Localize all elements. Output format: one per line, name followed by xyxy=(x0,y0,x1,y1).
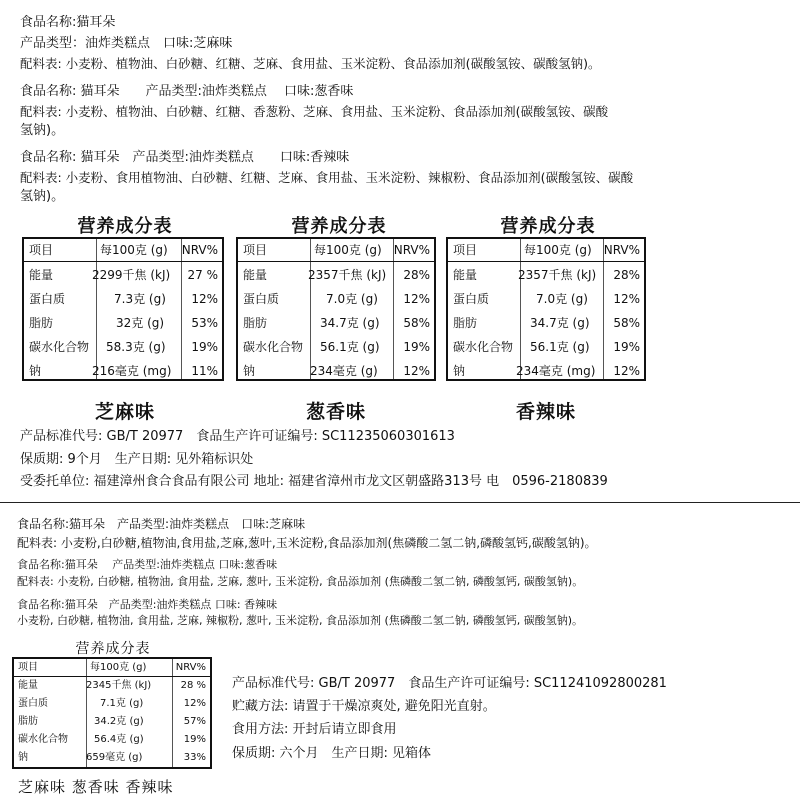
ingredients-line: 配料表: 小麦粉,白砂糖,植物油,食用盐,芝麻,葱叶,玉米淀粉,食品添加剂(焦磷酸二氢二钠,磷酸氢钙,碳酸氢钠)。 xyxy=(17,536,597,550)
product-name-line: 食品名称:猫耳朵 产品类型:油炸类糕点 口味:芝麻味 xyxy=(17,517,306,531)
row-label: 能量 xyxy=(18,680,38,691)
row-nrv: 58% xyxy=(613,316,640,330)
row-nrv: 12% xyxy=(403,364,430,378)
row-nrv: 12% xyxy=(403,292,430,306)
table-row xyxy=(24,263,222,287)
product-type-line: 产品类型：油炸类糕点 口味:芝麻味 xyxy=(20,36,233,51)
header-item: 项目 xyxy=(453,243,478,257)
table-row xyxy=(14,713,210,731)
table-header-row xyxy=(14,659,210,677)
flavor-label: 香辣味 xyxy=(515,401,576,423)
table-row xyxy=(238,287,434,311)
header-item: 项目 xyxy=(29,243,54,257)
row-label: 碳水化合物 xyxy=(453,340,514,354)
header-item: 项目 xyxy=(18,662,38,673)
row-label: 能量 xyxy=(453,268,478,282)
header-per100g: 每100克 (g) xyxy=(90,662,147,673)
nutrition-table-bottom xyxy=(12,657,212,769)
table-header-row xyxy=(448,239,644,262)
header-per100g: 每100克 (g) xyxy=(100,243,168,257)
table-header-row xyxy=(238,239,434,262)
nutrition-table-title: 营养成分表 xyxy=(291,216,387,237)
table-header-row xyxy=(24,239,222,262)
table-row xyxy=(14,695,210,713)
header-item: 项目 xyxy=(243,243,268,257)
flavor-label: 葱香味 xyxy=(305,401,366,423)
ingredients-line: 配料表: 小麦粉、植物油、白砂糖、红糖、芝麻、食用盐、玉米淀粉、食品添加剂(碳酸氢铵、碳酸氢钠)。 xyxy=(20,56,601,71)
row-nrv: 53% xyxy=(191,316,218,330)
product-name-line: 食品名称:猫耳朵 产品类型:油炸类糕点 口味: 香辣味 xyxy=(17,598,278,611)
row-label: 能量 xyxy=(243,268,268,282)
table-row xyxy=(448,311,644,335)
row-label: 蛋白质 xyxy=(18,698,48,709)
row-label: 碳水化合物 xyxy=(243,340,304,354)
row-value: 58.3克 (g) xyxy=(106,340,166,354)
product-name-line: 食品名称: 猫耳朵 产品类型:油炸类糕点 口味:葱香味 xyxy=(20,84,354,99)
standard-license-line: 产品标准代号: GB/T 20977 食品生产许可证编号: SC11235060301613 xyxy=(20,429,455,444)
row-value: 56.4克 (g) xyxy=(94,734,144,745)
row-label: 脂肪 xyxy=(453,316,478,330)
ingredients-line: 配料表: 小麦粉、植物油、白砂糖、红糖、香葱粉、芝麻、食用盐、玉米淀粉、食品添加剂(碳酸氢铵、碳酸 xyxy=(20,104,609,119)
row-value: 659毫克 (g) xyxy=(86,752,143,763)
row-label: 脂肪 xyxy=(243,316,268,330)
row-value: 32克 (g) xyxy=(116,316,165,330)
section-divider xyxy=(0,502,800,503)
row-label: 碳水化合物 xyxy=(29,340,90,354)
flavor-labels: 芝麻味 葱香味 香辣味 xyxy=(18,778,174,796)
row-nrv: 12% xyxy=(613,364,640,378)
table-row xyxy=(448,287,644,311)
shelf-life-line: 保质期: 9个月 生产日期: 见外箱标识处 xyxy=(20,452,254,467)
row-nrv: 27 % xyxy=(187,268,218,282)
row-nrv: 58% xyxy=(403,316,430,330)
table-row xyxy=(24,311,222,335)
table-row xyxy=(14,677,210,695)
header-nrv: NRV% xyxy=(393,243,430,257)
row-nrv: 19% xyxy=(183,734,206,745)
row-nrv: 57% xyxy=(183,716,206,727)
header-nrv: NRV% xyxy=(175,662,206,673)
header-nrv: NRV% xyxy=(181,243,218,257)
nutrition-table-scallion xyxy=(236,237,436,381)
row-value: 2357千焦 (kJ) xyxy=(308,268,387,282)
row-label: 蛋白质 xyxy=(243,292,280,306)
nutrition-table-spicy xyxy=(446,237,646,381)
row-nrv: 19% xyxy=(613,340,640,354)
row-nrv: 33% xyxy=(183,752,206,763)
row-value: 7.3克 (g) xyxy=(114,292,166,306)
row-value: 34.7克 (g) xyxy=(530,316,590,330)
flavor-label: 芝麻味 xyxy=(94,401,155,423)
manufacturer-line: 受委托单位: 福建漳州食合食品有限公司 地址: 福建省漳州市龙文区朝盛路313号 电 0596-2180839 xyxy=(20,474,608,489)
row-value: 234毫克 (g) xyxy=(310,364,378,378)
header-per100g: 每100克 (g) xyxy=(524,243,592,257)
row-nrv: 28% xyxy=(403,268,430,282)
row-nrv: 28 % xyxy=(180,680,206,691)
row-label: 钠 xyxy=(29,364,42,378)
row-value: 234毫克 (mg) xyxy=(516,364,596,378)
standard-license-line: 产品标准代号: GB/T 20977 食品生产许可证编号: SC11241092800281 xyxy=(232,676,667,691)
row-label: 钠 xyxy=(453,364,466,378)
header-per100g: 每100克 (g) xyxy=(314,243,382,257)
table-row xyxy=(14,749,210,767)
table-row xyxy=(238,359,434,383)
row-label: 钠 xyxy=(18,752,28,763)
row-value: 216毫克 (mg) xyxy=(92,364,172,378)
nutrition-table-title: 营养成分表 xyxy=(77,216,173,237)
row-value: 2345千焦 (kJ) xyxy=(86,680,152,691)
row-nrv: 12% xyxy=(183,698,206,709)
product-name-line: 食品名称:猫耳朵 产品类型:油炸类糕点 口味:葱香味 xyxy=(17,558,278,571)
table-row xyxy=(448,359,644,383)
row-label: 脂肪 xyxy=(18,716,38,727)
row-value: 7.0克 (g) xyxy=(326,292,378,306)
row-nrv: 12% xyxy=(613,292,640,306)
row-nrv: 28% xyxy=(613,268,640,282)
nutrition-table-title: 营养成分表 xyxy=(75,641,151,657)
row-value: 56.1克 (g) xyxy=(530,340,590,354)
row-label: 能量 xyxy=(29,268,54,282)
row-value: 7.1克 (g) xyxy=(100,698,144,709)
row-nrv: 19% xyxy=(403,340,430,354)
table-row xyxy=(238,263,434,287)
ingredients-line: 配料表: 小麦粉, 白砂糖, 植物油, 食用盐, 芝麻, 葱叶, 玉米淀粉, 食品添加剂 (焦磷酸二氢二钠, 磷酸氢钙, 碳酸氢钠)。 xyxy=(17,575,584,588)
ingredients-line-cont: 氢钠)。 xyxy=(20,123,65,138)
nutrition-table-sesame xyxy=(22,237,224,381)
row-label: 蛋白质 xyxy=(29,292,66,306)
table-row xyxy=(238,335,434,359)
header-nrv: NRV% xyxy=(603,243,640,257)
row-value: 56.1克 (g) xyxy=(320,340,380,354)
row-label: 脂肪 xyxy=(29,316,54,330)
nutrition-table-title: 营养成分表 xyxy=(500,216,596,237)
shelf-life-line: 保质期: 六个月 生产日期: 见箱体 xyxy=(232,746,432,761)
product-name-line: 食品名称: 猫耳朵 产品类型:油炸类糕点 口味:香辣味 xyxy=(20,150,350,165)
ingredients-line: 小麦粉, 白砂糖, 植物油, 食用盐, 芝麻, 辣椒粉, 葱叶, 玉米淀粉, 食品添加剂 (焦磷酸二氢二钠, 磷酸氢钙, 碳酸氢钠)。 xyxy=(17,614,584,627)
ingredients-line-cont: 氢钠)。 xyxy=(20,189,65,204)
row-value: 7.0克 (g) xyxy=(536,292,588,306)
row-nrv: 19% xyxy=(191,340,218,354)
row-nrv: 11% xyxy=(191,364,218,378)
table-row xyxy=(448,263,644,287)
row-nrv: 12% xyxy=(191,292,218,306)
storage-line: 贮藏方法: 请置于干燥凉爽处, 避免阳光直射。 xyxy=(232,699,496,714)
table-row xyxy=(24,287,222,311)
row-label: 碳水化合物 xyxy=(18,734,68,745)
row-value: 34.7克 (g) xyxy=(320,316,380,330)
table-row xyxy=(448,335,644,359)
row-value: 2357千焦 (kJ) xyxy=(518,268,597,282)
table-row xyxy=(14,731,210,749)
product-name-line: 食品名称:猫耳朵 xyxy=(20,15,116,30)
table-row xyxy=(24,359,222,383)
table-row xyxy=(238,311,434,335)
row-label: 蛋白质 xyxy=(453,292,490,306)
row-value: 34.2克 (g) xyxy=(94,716,144,727)
row-value: 2299千焦 (kJ) xyxy=(92,268,171,282)
usage-line: 食用方法: 开封后请立即食用 xyxy=(232,722,397,737)
row-label: 钠 xyxy=(243,364,256,378)
table-row xyxy=(24,335,222,359)
ingredients-line: 配料表: 小麦粉、食用植物油、白砂糖、红糖、芝麻、食用盐、玉米淀粉、辣椒粉、食品添加剂(碳酸氢铵、碳酸 xyxy=(20,170,634,185)
